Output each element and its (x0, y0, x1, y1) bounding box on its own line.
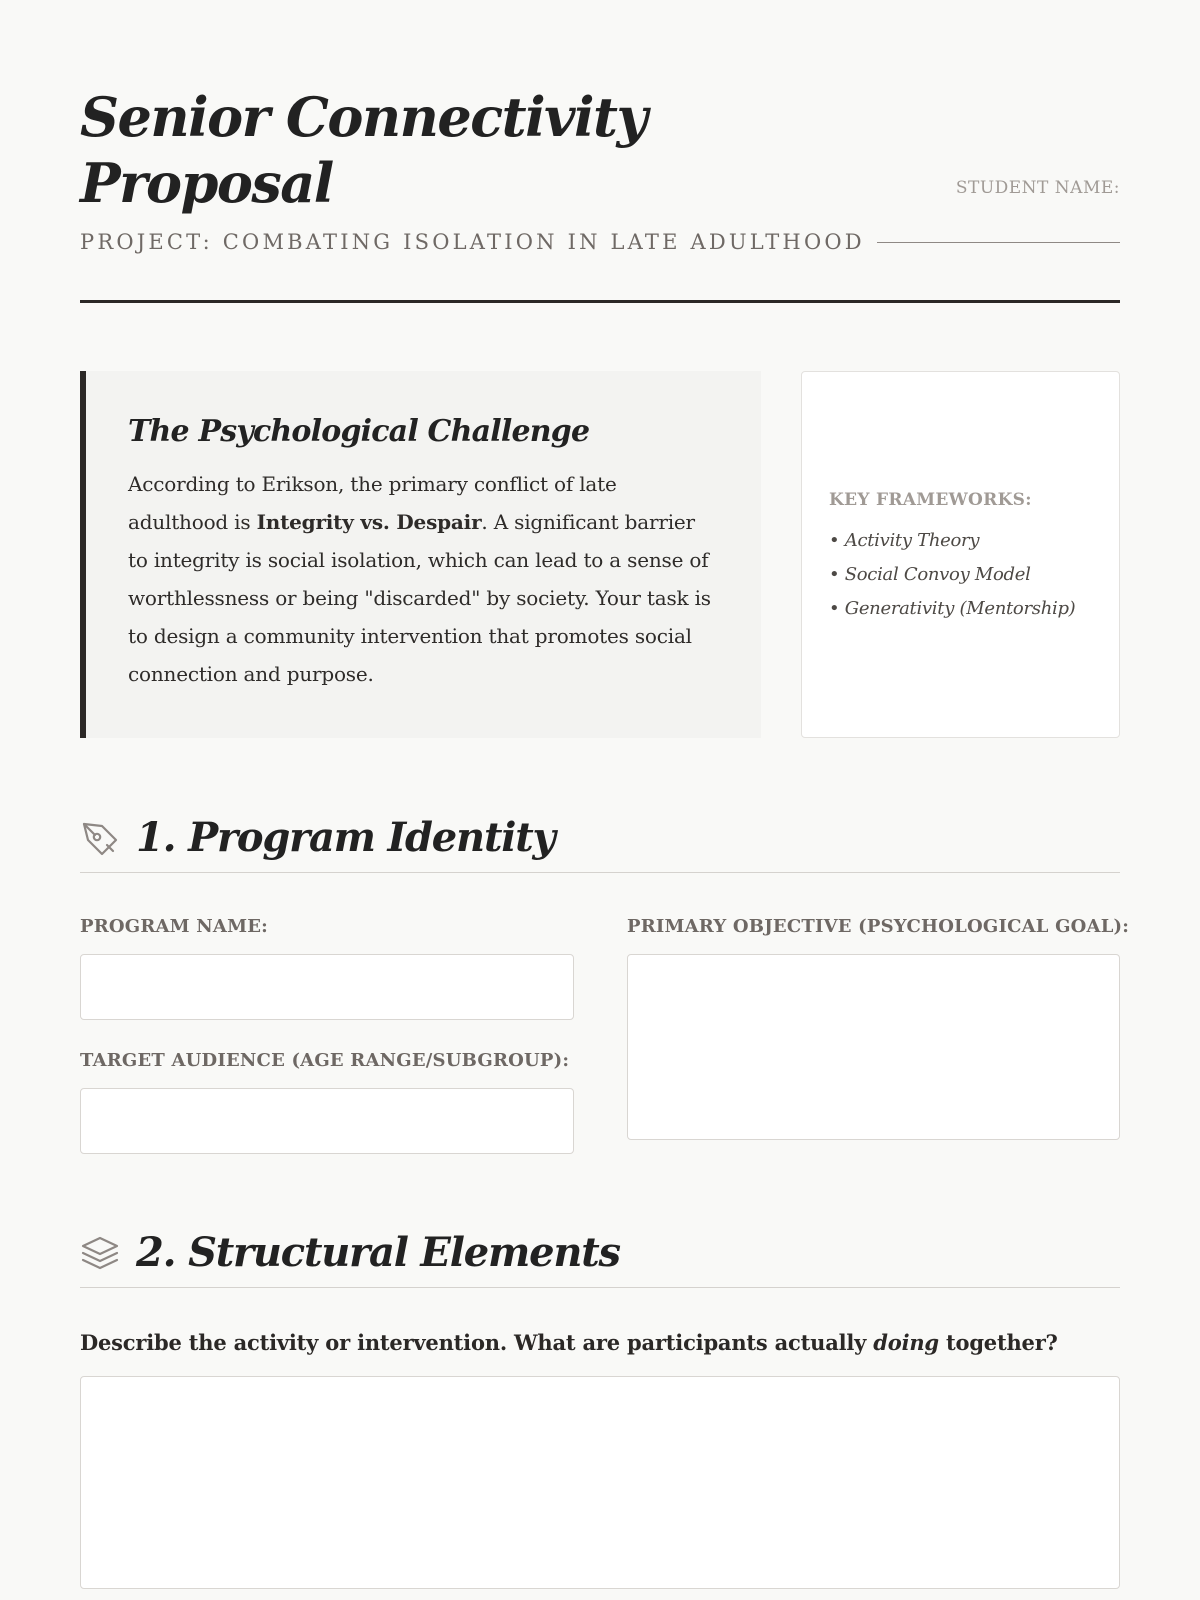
page-title: Senior Connectivity Proposal (80, 85, 647, 215)
student-name-line[interactable] (877, 242, 1120, 243)
section-heading: 1. Program Identity (136, 814, 555, 861)
challenge-body-bold: Integrity vs. Despair (256, 510, 482, 534)
project-line (80, 230, 1120, 254)
framework-item: • Social Convoy Model (829, 564, 1031, 585)
frameworks-card (801, 371, 1120, 738)
question-text-end: together? (938, 1330, 1058, 1355)
framework-item: • Activity Theory (829, 530, 980, 551)
pen-nib-icon (80, 818, 120, 858)
challenge-body-text: According to Erikson, the primary conflict of late adulthood is (128, 472, 617, 534)
framework-item: • Generativity (Mentorship) (829, 598, 1076, 619)
program-name-input[interactable] (80, 954, 574, 1020)
target-audience-label: TARGET AUDIENCE (AGE RANGE/SUBGROUP): (80, 1050, 570, 1071)
challenge-heading: The Psychological Challenge (128, 414, 590, 449)
student-name-label: STUDENT NAME: (955, 178, 1120, 198)
target-audience-input[interactable] (80, 1088, 574, 1154)
project-subtitle: PROJECT: COMBATING ISOLATION IN LATE ADULTHOOD (80, 230, 865, 254)
challenge-body (128, 465, 713, 693)
activity-textarea[interactable] (80, 1376, 1120, 1589)
section-heading: 2. Structural Elements (136, 1229, 620, 1276)
question-text: Describe the activity or intervention. What are participants actually (80, 1330, 874, 1355)
header-divider (80, 300, 1120, 303)
layers-icon (80, 1233, 120, 1273)
frameworks-label: KEY FRAMEWORKS: (829, 490, 1032, 510)
question-emphasis: doing (873, 1330, 939, 1355)
section-structural-elements (80, 1225, 1120, 1288)
program-name-label: PROGRAM NAME: (80, 916, 268, 937)
section-program-identity (80, 810, 1120, 873)
activity-question (80, 1330, 1058, 1355)
challenge-body-text-end: . A significant barrier to integrity is social isolation, which can lead to a sense of worthlessness or being "discarded" by society. Your task is to design a community intervention that promotes social connection and purpose. (128, 510, 711, 686)
objective-textarea[interactable] (627, 954, 1120, 1140)
challenge-box (80, 371, 761, 738)
objective-label: PRIMARY OBJECTIVE (PSYCHOLOGICAL GOAL): (627, 916, 1130, 937)
